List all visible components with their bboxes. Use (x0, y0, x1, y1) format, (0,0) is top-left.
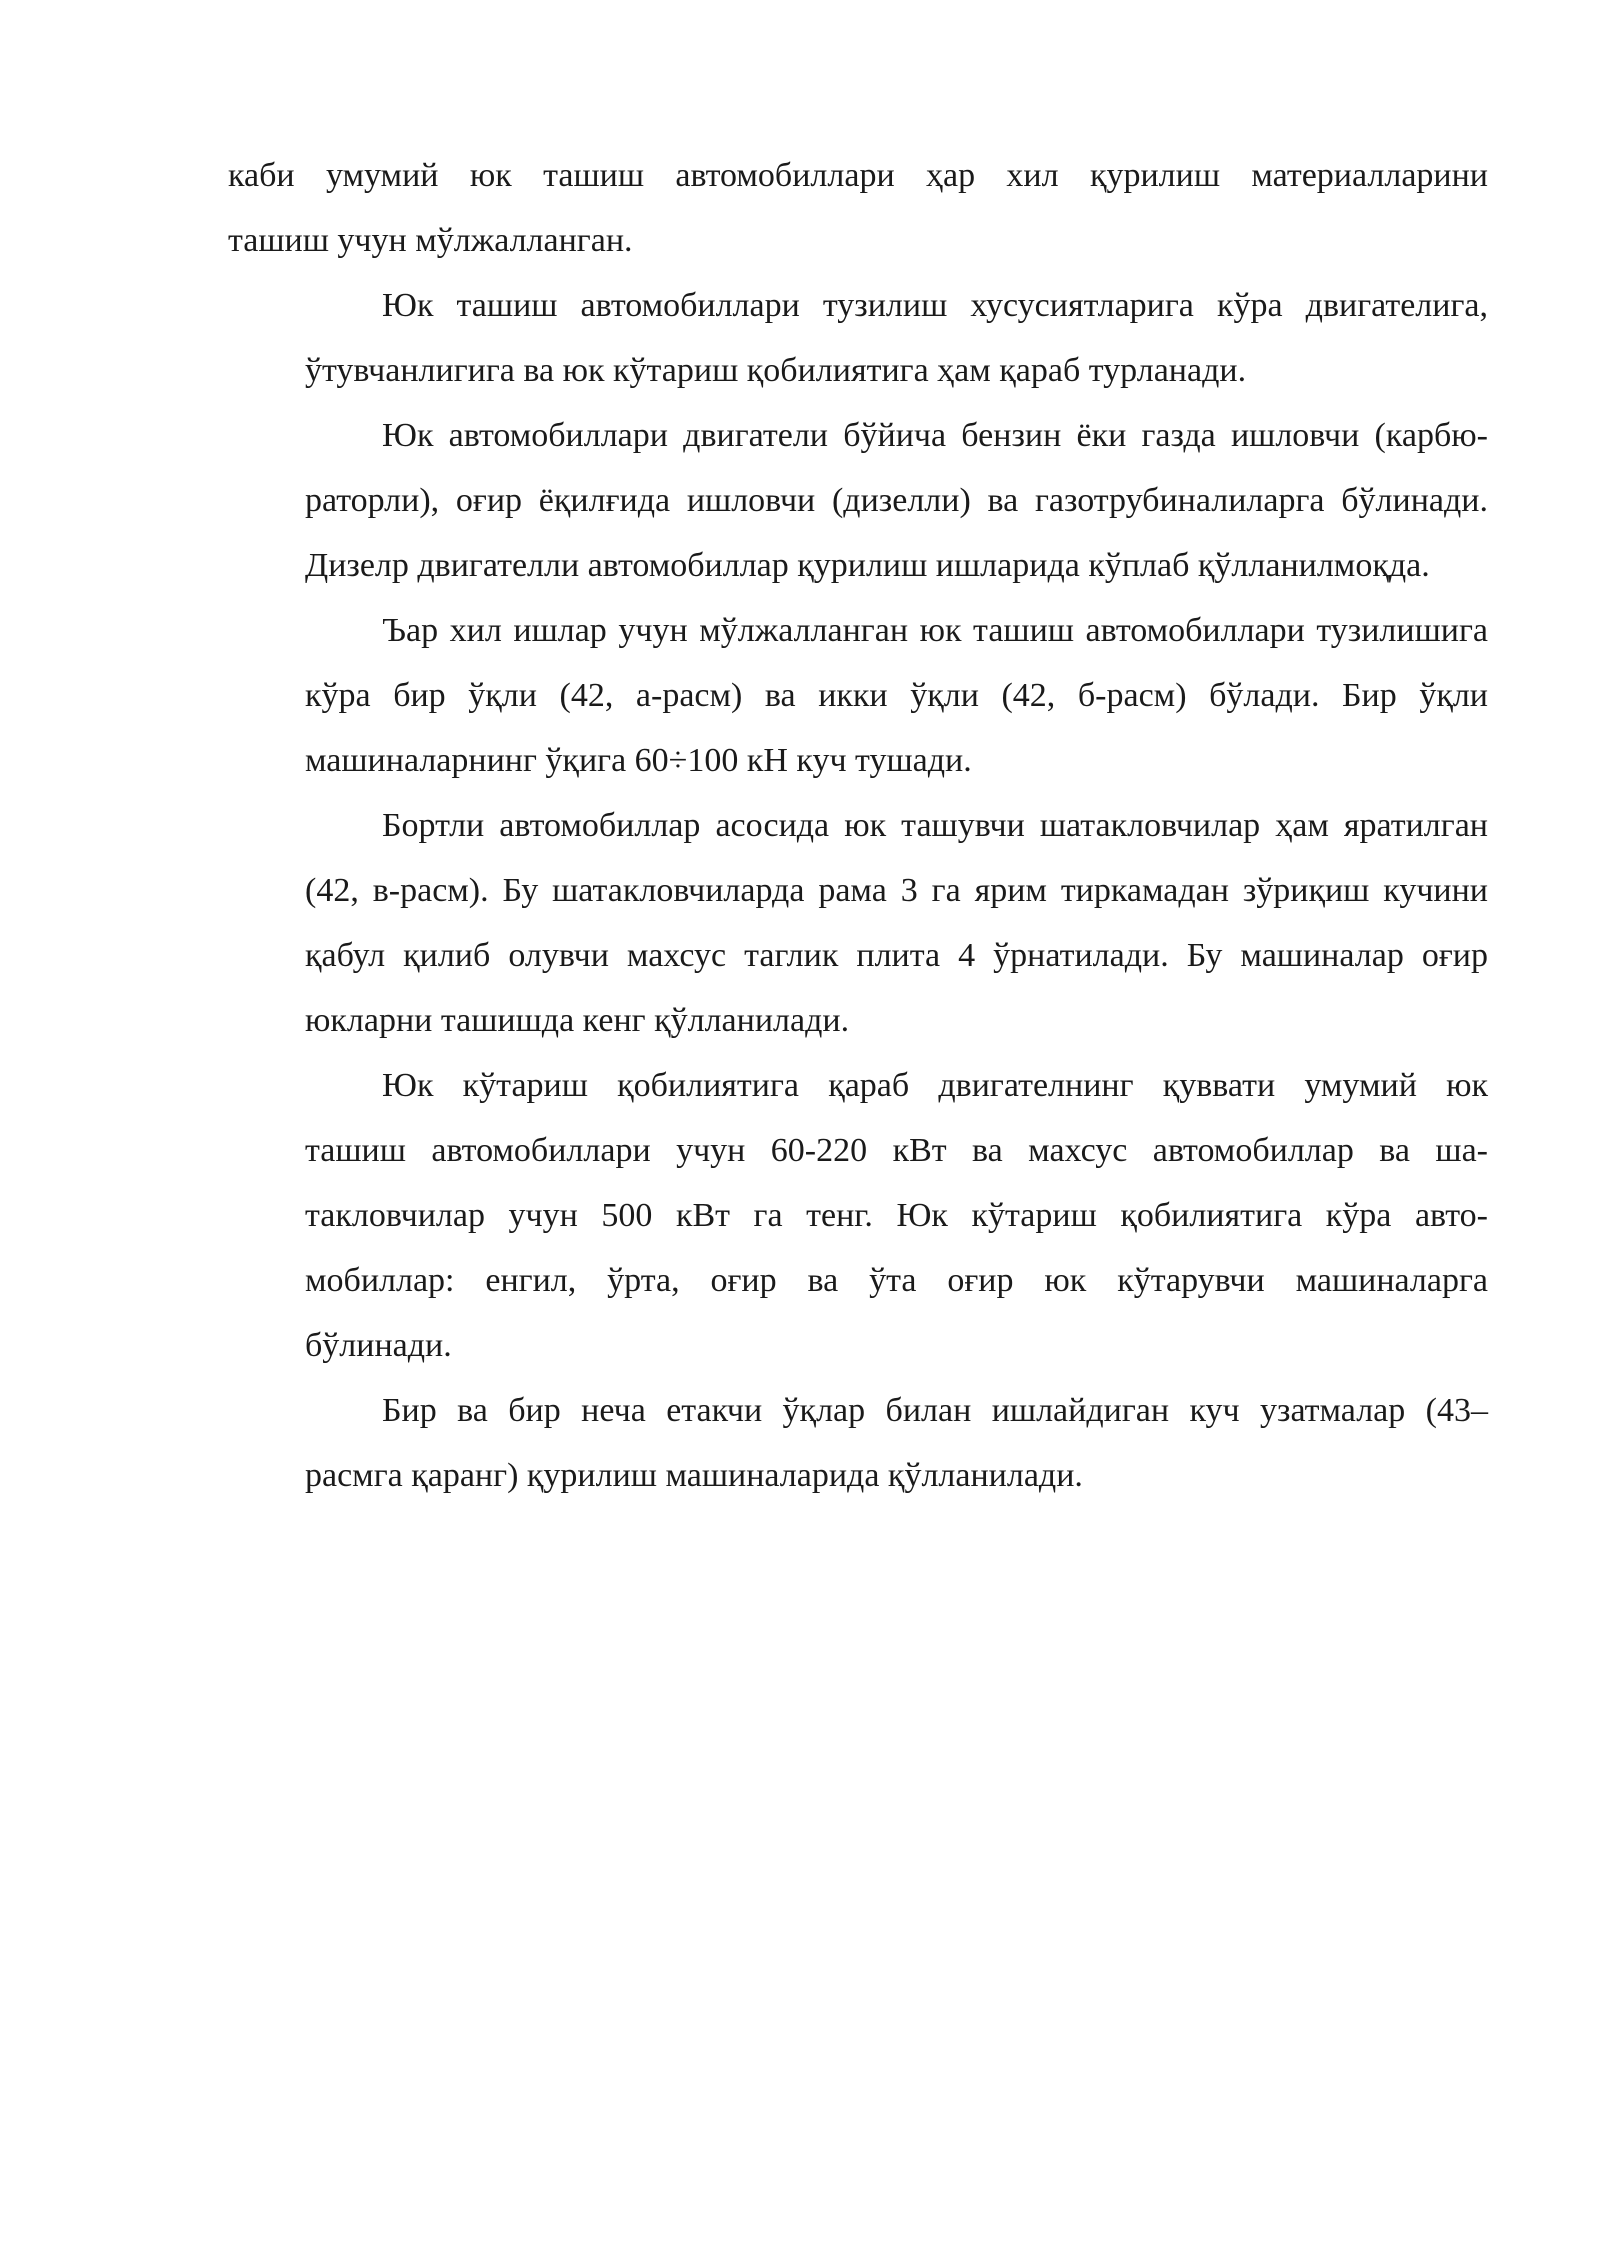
paragraph-line: ташиш автомобиллари учун 60-220 кВт ва махсус автомобиллар ва ша- (305, 1132, 1488, 1169)
paragraph-3 (228, 403, 1488, 598)
paragraph-line: ўтувчанлигига ва юк кўтариш қобилиятига ҳам қараб турланади. (305, 352, 1247, 389)
paragraph-line: Юк кўтариш қобилиятига қараб двигателнинг қуввати умумий юк (382, 1067, 1488, 1104)
paragraph-7 (228, 1378, 1488, 1508)
paragraph-line: Бортли автомобиллар асосида юк ташувчи шатакловчилар ҳам яратилган (382, 807, 1488, 844)
paragraph-line: кўра бир ўқли (42, а-расм) ва икки ўқли (42, б-расм) бўлади. Бир ўқли (305, 677, 1488, 714)
paragraph-line: Дизелр двигателли автомобиллар қурилиш ишларида кўплаб қўлланилмоқда. (305, 547, 1430, 584)
paragraph-line: ташиш учун мўлжалланган. (228, 222, 633, 259)
paragraph-4 (228, 598, 1488, 793)
paragraph-line: машиналарнинг ўқига 60÷100 кН куч тушади. (305, 742, 972, 779)
paragraph-line: Юк ташиш автомобиллари тузилиш хусусиятларига кўра двигателига, (382, 287, 1488, 324)
paragraph-line: Ъар хил ишлар учун мўлжалланган юк ташиш автомобиллари тузилишига (382, 612, 1488, 649)
paragraph-line: Бир ва бир неча етакчи ўқлар билан ишлайдиган куч узатмалар (43– (382, 1392, 1488, 1429)
paragraph-6 (228, 1053, 1488, 1378)
body-text (228, 143, 1488, 1508)
paragraph-line: қабул қилиб олувчи махсус таглик плита 4 ўрнатилади. Бу машиналар оғир (305, 937, 1488, 974)
paragraph-5 (228, 793, 1488, 1053)
paragraph-line: (42, в-расм). Бу шатакловчиларда рама 3 га ярим тиркамадан зўриқиш кучини (305, 872, 1488, 909)
paragraph-line: Юк автомобиллари двигатели бўйича бензин ёки газда ишловчи (карбю- (382, 417, 1488, 454)
paragraph-1 (228, 143, 1488, 273)
paragraph-line: бўлинади. (305, 1327, 452, 1364)
paragraph-line: расмга қаранг) қурилиш машиналарида қўлланилади. (305, 1457, 1083, 1494)
paragraph-line: мобиллар: енгил, ўрта, оғир ва ўта оғир юк кўтарувчи машиналарга (305, 1262, 1488, 1299)
paragraph-line: каби умумий юк ташиш автомобиллари ҳар хил қурилиш материалларини (228, 157, 1488, 194)
paragraph-line: раторли), оғир ёқилғида ишловчи (дизелли) ва газотрубиналиларга бўлинади. (305, 482, 1488, 519)
paragraph-2 (228, 273, 1488, 403)
paragraph-line: такловчилар учун 500 кВт га тенг. Юк кўтариш қобилиятига кўра авто- (305, 1197, 1488, 1234)
paragraph-line: юкларни ташишда кенг қўлланилади. (305, 1002, 850, 1039)
